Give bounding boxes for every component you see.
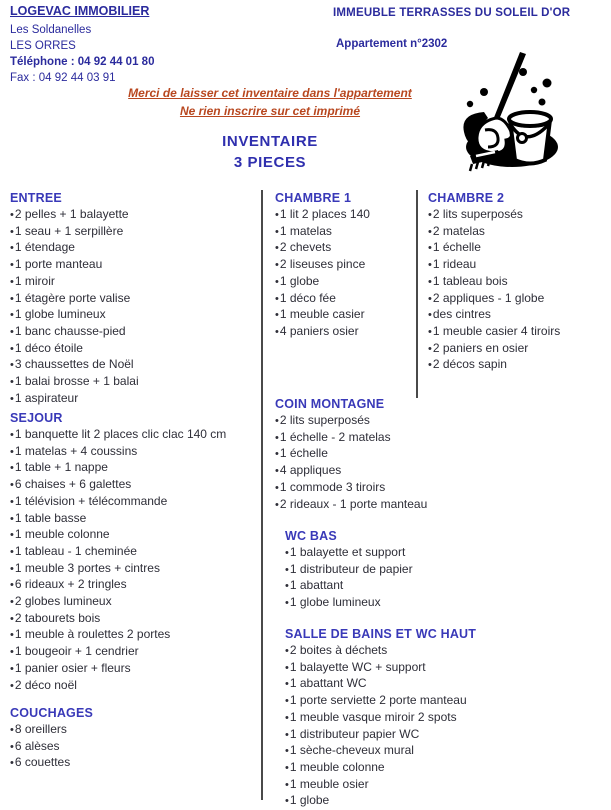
bullet-icon: •: [428, 309, 432, 322]
inventory-item: [10, 661, 260, 678]
bullet-icon: •: [285, 563, 289, 576]
inventory-item: [275, 257, 413, 274]
inventory-item-label: 1 meuble casier 4 tiroirs: [432, 323, 561, 338]
inventory-item: [285, 643, 505, 660]
bullet-icon: •: [10, 562, 14, 575]
inventory-item: [10, 307, 258, 324]
inventory-item: [10, 357, 258, 374]
bullet-icon: •: [285, 678, 289, 691]
inventory-item-label: 2 matelas: [432, 223, 485, 238]
inventory-item-label: 1 meuble vasque miroir 2 spots: [289, 709, 457, 724]
inventory-item-label: 1 panier osier + fleurs: [14, 660, 131, 675]
agency-phone: Téléphone : 04 92 44 01 80: [10, 56, 155, 68]
inventory-item: [10, 611, 260, 628]
inventory-item-label: 1 globe: [279, 273, 320, 288]
bullet-icon: •: [275, 309, 279, 322]
inventory-item-label: 1 globe lumineux: [14, 307, 106, 322]
bullet-icon: •: [428, 359, 432, 372]
bullet-icon: •: [285, 728, 289, 741]
bullet-icon: •: [10, 445, 14, 458]
inventory-item-label: 2 décos sapin: [432, 357, 507, 372]
bullet-icon: •: [275, 292, 279, 305]
section-item-list: [428, 207, 608, 374]
inventory-item-label: 1 balayette et support: [289, 545, 406, 559]
building-name: IMMEUBLE TERRASSES DU SOLEIL D'OR: [333, 7, 571, 19]
inventory-item: [275, 224, 413, 241]
bullet-icon: •: [428, 292, 432, 305]
section-chambre-2: [428, 190, 608, 374]
inventory-item: [428, 307, 608, 324]
inventory-item-label: 1 table + 1 nappe: [14, 460, 108, 475]
inventory-item: [10, 444, 260, 461]
inventory-item: [285, 777, 505, 794]
section-item-list: [285, 545, 485, 612]
section-item-list: [10, 207, 258, 407]
inventory-item: [285, 660, 505, 677]
bullet-icon: •: [285, 761, 289, 774]
inventory-item: [285, 693, 505, 710]
inventory-item-label: 2 déco noël: [14, 677, 77, 692]
inventory-item: [10, 594, 260, 611]
inventory-item: [428, 357, 608, 374]
inventory-item: [10, 577, 260, 594]
bullet-icon: •: [10, 662, 14, 675]
inventory-item-label: 1 lit 2 places 140: [279, 207, 370, 221]
inventory-item: [10, 527, 260, 544]
section-item-list: [275, 207, 413, 341]
bullet-icon: •: [275, 448, 279, 461]
inventory-item: [10, 494, 260, 511]
inventory-item: [428, 274, 608, 291]
inventory-item: [285, 578, 485, 595]
inventory-item-label: des cintres: [432, 307, 491, 322]
inventory-item-label: 2 lits superposés: [279, 413, 370, 427]
bullet-icon: •: [10, 309, 14, 322]
inventory-item: [428, 324, 608, 341]
bullet-icon: •: [10, 242, 14, 255]
bullet-icon: •: [10, 646, 14, 659]
bullet-icon: •: [275, 415, 279, 427]
bullet-icon: •: [275, 242, 279, 255]
inventory-item: [10, 460, 260, 477]
inventory-item: [275, 446, 485, 463]
inventory-item: [285, 793, 505, 810]
bullet-icon: •: [285, 695, 289, 708]
bullet-icon: •: [285, 645, 289, 657]
inventory-item-label: 1 déco fée: [279, 290, 336, 305]
bullet-icon: •: [428, 342, 432, 355]
inventory-item: [285, 743, 505, 760]
bullet-icon: •: [275, 465, 279, 478]
inventory-item-label: 1 miroir: [14, 273, 55, 288]
bullet-icon: •: [10, 529, 14, 542]
section-heading: ENTREE: [10, 191, 62, 205]
section-couchages: [10, 705, 258, 772]
section-heading: COIN MONTAGNE: [275, 397, 385, 411]
bullet-icon: •: [275, 481, 279, 494]
section-heading: CHAMBRE 2: [428, 191, 505, 205]
page-title: [0, 131, 540, 173]
agency-address-line2: LES ORRES: [10, 40, 76, 52]
inventory-item-label: 1 tableau bois: [432, 273, 508, 288]
bullet-icon: •: [10, 292, 14, 305]
bullet-icon: •: [10, 376, 14, 389]
bullet-icon: •: [10, 209, 14, 221]
bullet-icon: •: [10, 359, 14, 372]
inventory-item-label: 1 balai brosse + 1 balai: [14, 374, 139, 389]
inventory-item-label: 1 banc chausse-pied: [14, 323, 126, 338]
inventory-item-label: 1 globe: [289, 793, 330, 808]
bullet-icon: •: [10, 429, 14, 441]
inventory-item-label: 1 bougeoir + 1 cendrier: [14, 644, 139, 659]
inventory-item: [10, 391, 258, 408]
inventory-item-label: 1 abattant WC: [289, 676, 367, 691]
section-entree: [10, 190, 258, 407]
inventory-item: [428, 240, 608, 257]
section-item-list: [285, 643, 505, 810]
section-item-list: [10, 427, 260, 694]
inventory-item-label: 3 chaussettes de Noël: [14, 357, 134, 372]
inventory-item-label: 2 boites à déchets: [289, 643, 388, 657]
section-wc-bas: [285, 528, 485, 612]
bullet-icon: •: [428, 225, 432, 238]
inventory-item: [275, 207, 413, 224]
inventory-item-label: 2 liseuses pince: [279, 257, 366, 272]
inventory-item-label: 6 alèses: [14, 738, 60, 753]
bullet-icon: •: [10, 325, 14, 338]
bullet-icon: •: [275, 275, 279, 288]
inventory-item: [10, 240, 258, 257]
inventory-item-label: 1 télévision + télécommande: [14, 493, 168, 508]
inventory-item-label: 1 échelle: [432, 240, 481, 255]
bullet-icon: •: [10, 225, 14, 238]
bullet-icon: •: [10, 392, 14, 405]
inventory-item-label: 1 tableau - 1 cheminée: [14, 543, 137, 558]
inventory-item: [275, 291, 413, 308]
inventory-item: [285, 562, 485, 579]
inventory-item-label: 6 chaises + 6 galettes: [14, 477, 132, 492]
inventory-item-label: 1 porte serviette 2 porte manteau: [289, 693, 467, 708]
inventory-item: [10, 739, 258, 756]
inventory-item-label: 1 matelas + 4 coussins: [14, 443, 138, 458]
inventory-item: [10, 561, 260, 578]
bullet-icon: •: [285, 711, 289, 724]
inventory-item: [10, 257, 258, 274]
inventory-item: [285, 545, 485, 562]
bullet-icon: •: [10, 462, 14, 475]
bullet-icon: •: [10, 479, 14, 492]
inventory-item-label: 1 sèche-cheveux mural: [289, 743, 414, 758]
bullet-icon: •: [285, 547, 289, 559]
bullet-icon: •: [275, 431, 279, 444]
inventory-item-label: 1 déco étoile: [14, 340, 83, 355]
inventory-item: [10, 274, 258, 291]
inventory-item: [275, 324, 413, 341]
bullet-icon: •: [10, 259, 14, 272]
inventory-item-label: 1 meuble à roulettes 2 portes: [14, 627, 171, 642]
inventory-item-label: 1 banquette lit 2 places clic clac 140 cm: [14, 427, 227, 441]
inventory-item: [10, 511, 260, 528]
inventory-item-label: 2 lits superposés: [432, 207, 523, 221]
inventory-item-label: 1 aspirateur: [14, 390, 79, 405]
inventory-item: [275, 307, 413, 324]
bullet-icon: •: [285, 778, 289, 791]
inventory-item: [10, 427, 260, 444]
section-sejour: [10, 410, 260, 694]
inventory-item: [275, 274, 413, 291]
section-coin-montagne: [275, 396, 485, 513]
inventory-item-label: 1 échelle: [279, 446, 328, 461]
bullet-icon: •: [275, 259, 279, 272]
inventory-item-label: 1 rideau: [432, 257, 477, 272]
inventory-item: [10, 341, 258, 358]
section-item-list: [10, 722, 258, 772]
bullet-icon: •: [285, 661, 289, 674]
bullet-icon: •: [285, 597, 289, 610]
notice-line1: Merci de laisser cet inventaire dans l'appartement: [128, 86, 412, 100]
inventory-item: [275, 413, 485, 430]
bullet-icon: •: [10, 342, 14, 355]
inventory-item: [10, 207, 258, 224]
inventory-item-label: 1 seau + 1 serpillère: [14, 223, 124, 238]
inventory-item: [10, 324, 258, 341]
bullet-icon: •: [10, 275, 14, 288]
inventory-item-label: 1 distributeur de papier: [289, 561, 413, 576]
bullet-icon: •: [10, 579, 14, 592]
column-divider-2: [416, 190, 418, 398]
agency-address-line1: Les Soldanelles: [10, 24, 92, 36]
inventory-item: [285, 727, 505, 744]
section-heading: SEJOUR: [10, 411, 63, 425]
inventory-item: [275, 430, 485, 447]
bullet-icon: •: [10, 512, 14, 525]
inventory-item: [428, 207, 608, 224]
section-salle-de-bains: [285, 626, 505, 810]
notice: [0, 84, 540, 120]
section-heading: CHAMBRE 1: [275, 191, 352, 205]
column-divider-1: [261, 190, 263, 800]
bullet-icon: •: [10, 495, 14, 508]
page-title-line1: INVENTAIRE: [222, 133, 318, 150]
agency-name: LOGEVAC IMMOBILIER: [10, 4, 150, 18]
section-heading: COUCHAGES: [10, 706, 94, 720]
bullet-icon: •: [275, 498, 279, 511]
bullet-icon: •: [10, 757, 14, 770]
inventory-item-label: 2 pelles + 1 balayette: [14, 207, 129, 221]
inventory-item-label: 8 oreillers: [14, 722, 67, 736]
bullet-icon: •: [428, 242, 432, 255]
bullet-icon: •: [285, 795, 289, 808]
inventory-item: [285, 676, 505, 693]
bullet-icon: •: [10, 740, 14, 753]
inventory-item: [10, 477, 260, 494]
inventory-item-label: 2 paniers en osier: [432, 340, 529, 355]
inventory-item: [285, 760, 505, 777]
inventory-item: [10, 755, 258, 772]
notice-line2: Ne rien inscrire sur cet imprimé: [179, 104, 361, 118]
inventory-item-label: 1 balayette WC + support: [289, 659, 426, 674]
inventory-item-label: 4 paniers osier: [279, 323, 359, 338]
inventory-item-label: 6 rideaux + 2 tringles: [14, 577, 127, 592]
bullet-icon: •: [10, 596, 14, 609]
inventory-item: [275, 463, 485, 480]
inventory-item: [10, 644, 260, 661]
inventory-item-label: 1 matelas: [279, 223, 332, 238]
inventory-item-label: 1 meuble casier: [279, 307, 365, 322]
page-title-line2: 3 PIECES: [233, 154, 307, 171]
inventory-item-label: 1 globe lumineux: [289, 595, 381, 610]
apartment-number: Appartement n°2302: [336, 38, 448, 50]
inventory-item-label: 1 étendage: [14, 240, 75, 255]
bullet-icon: •: [275, 209, 279, 221]
section-chambre-1: [275, 190, 413, 341]
section-item-list: [275, 413, 485, 513]
inventory-item: [285, 595, 485, 612]
inventory-item-label: 4 appliques: [279, 463, 342, 478]
bullet-icon: •: [10, 679, 14, 692]
inventory-item-label: 1 échelle - 2 matelas: [279, 429, 391, 444]
inventory-item-label: 6 couettes: [14, 755, 71, 770]
agency-fax: Fax : 04 92 44 03 91: [10, 72, 116, 84]
inventory-item: [10, 722, 258, 739]
bullet-icon: •: [428, 325, 432, 338]
inventory-item-label: 2 chevets: [279, 240, 332, 255]
inventory-item: [428, 224, 608, 241]
inventory-item-label: 1 meuble 3 portes + cintres: [14, 560, 160, 575]
inventory-item: [275, 240, 413, 257]
inventory-item: [10, 544, 260, 561]
inventory-item: [10, 291, 258, 308]
inventory-item-label: 2 globes lumineux: [14, 594, 112, 609]
inventory-item-label: 1 meuble colonne: [14, 527, 110, 542]
bullet-icon: •: [275, 325, 279, 338]
section-heading: SALLE DE BAINS ET WC HAUT: [285, 627, 477, 641]
bullet-icon: •: [10, 629, 14, 642]
bullet-icon: •: [10, 545, 14, 558]
inventory-item: [285, 710, 505, 727]
bullet-icon: •: [285, 745, 289, 758]
inventory-item-label: 1 commode 3 tiroirs: [279, 479, 386, 494]
inventory-item-label: 1 meuble osier: [289, 776, 369, 791]
inventory-item-label: 2 appliques - 1 globe: [432, 290, 545, 305]
bullet-icon: •: [285, 580, 289, 593]
bullet-icon: •: [275, 225, 279, 238]
inventory-item: [428, 291, 608, 308]
inventory-item-label: 1 distributeur papier WC: [289, 726, 420, 741]
inventory-item-label: 1 meuble colonne: [289, 759, 385, 774]
inventory-item-label: 2 tabourets bois: [14, 610, 101, 625]
inventory-item: [10, 678, 260, 695]
inventory-item-label: 1 abattant: [289, 578, 344, 593]
inventory-item-label: 1 table basse: [14, 510, 87, 525]
inventory-item: [275, 480, 485, 497]
inventory-item-label: 2 rideaux - 1 porte manteau: [279, 496, 428, 511]
inventory-item-label: 1 porte manteau: [14, 257, 103, 272]
inventory-item: [428, 257, 608, 274]
bullet-icon: •: [428, 275, 432, 288]
inventory-item: [428, 341, 608, 358]
bullet-icon: •: [428, 209, 432, 221]
inventory-item: [10, 627, 260, 644]
section-heading: WC BAS: [285, 529, 337, 543]
inventory-item-label: 1 étagère porte valise: [14, 290, 131, 305]
inventory-item: [275, 497, 485, 514]
inventory-item: [10, 224, 258, 241]
inventory-item: [10, 374, 258, 391]
bullet-icon: •: [10, 612, 14, 625]
bullet-icon: •: [428, 259, 432, 272]
bullet-icon: •: [10, 724, 14, 736]
